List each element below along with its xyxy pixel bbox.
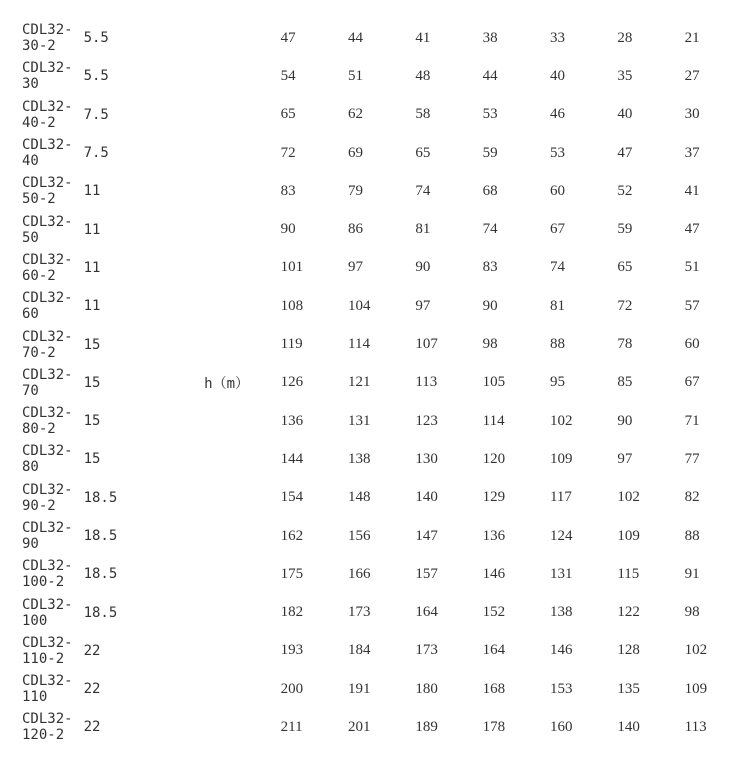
head-value-cell: 37 [684, 144, 700, 161]
head-value-cell: 62 [348, 106, 363, 123]
head-value-cell: 69 [348, 144, 363, 161]
head-value-cell: 140 [617, 718, 640, 735]
table-row [18, 96, 750, 134]
head-value-cell: 35 [617, 67, 633, 84]
head-value-cell: 162 [280, 527, 304, 544]
head-value-cell: 105 [482, 374, 506, 391]
table-row [18, 325, 750, 363]
table-row [18, 670, 750, 708]
head-value-cell: 47 [280, 29, 296, 46]
head-value-cell: 147 [415, 527, 438, 544]
model-name-line: 30 [22, 76, 39, 93]
model-name-line: 60 [22, 306, 39, 323]
head-value-cell: 90 [415, 259, 431, 276]
head-value-cell: 48 [415, 67, 431, 84]
head-value-cell: 72 [617, 297, 633, 314]
head-value-cell: 136 [482, 527, 506, 544]
head-value-cell: 122 [617, 604, 640, 621]
head-value-cell: 173 [348, 604, 371, 621]
head-value-cell: 21 [684, 29, 700, 46]
head-value-cell: 60 [549, 182, 565, 199]
head-value-cell: 59 [617, 221, 633, 238]
head-value-cell: 95 [549, 374, 565, 391]
head-value-cell: 82 [684, 489, 700, 506]
table-row [18, 57, 750, 95]
head-value-cell: 146 [482, 565, 506, 582]
head-value-cell: 129 [482, 489, 506, 506]
head-value-cell: 200 [280, 680, 304, 697]
head-value-cell: 57 [684, 297, 700, 314]
model-name-line: 110 [22, 689, 48, 706]
head-value-cell: 115 [617, 565, 640, 582]
model-name-line: CDL32- [22, 137, 73, 154]
head-value-cell: 40 [617, 106, 633, 123]
table-row [18, 593, 750, 631]
model-name-line: CDL32- [22, 673, 73, 690]
model-name-line: CDL32- [22, 22, 73, 39]
head-value-cell: 38 [482, 29, 498, 46]
head-value-cell: 40 [549, 67, 565, 84]
power-cell: 11 [83, 221, 101, 238]
model-name-line: 100 [22, 612, 48, 629]
head-value-cell: 30 [684, 106, 700, 123]
model-cell [18, 479, 84, 517]
head-value-cell: 120 [482, 450, 506, 467]
model-name-line: CDL32- [22, 596, 73, 613]
head-value-cell: 136 [280, 412, 304, 429]
head-value-cell: 67 [549, 221, 565, 238]
model-name-line: 70 [22, 382, 39, 399]
model-name-line: CDL32- [22, 711, 73, 728]
table-row [18, 364, 750, 402]
head-value-cell: 102 [549, 412, 573, 429]
power-cell: 11 [83, 259, 101, 276]
head-value-cell: 131 [348, 412, 371, 429]
head-value-cell: 44 [482, 67, 498, 84]
head-value-cell: 28 [617, 29, 633, 46]
head-value-cell: 67 [684, 374, 700, 391]
head-value-cell: 58 [415, 106, 431, 123]
head-value-cell: 113 [415, 374, 438, 391]
model-cell [18, 670, 84, 708]
head-value-cell: 182 [280, 604, 304, 621]
table-row [18, 517, 750, 555]
head-value-cell: 68 [482, 182, 498, 199]
head-value-cell: 184 [348, 642, 371, 659]
model-name-line: CDL32- [22, 366, 73, 383]
model-name-line: 40 [22, 153, 39, 170]
head-value-cell: 189 [415, 718, 438, 735]
model-cell [18, 440, 84, 478]
head-unit-label: h（m） [204, 375, 250, 392]
model-name-line: 90-2 [22, 497, 56, 514]
head-value-cell: 81 [549, 297, 565, 314]
power-cell: 18.5 [83, 566, 118, 583]
head-value-cell: 90 [280, 221, 296, 238]
model-name-line: CDL32- [22, 328, 73, 345]
head-value-cell: 164 [415, 604, 438, 621]
head-value-cell: 117 [549, 489, 572, 506]
head-value-cell: 86 [348, 221, 363, 238]
head-value-cell: 97 [415, 297, 431, 314]
head-value-cell: 130 [415, 450, 438, 467]
head-value-cell: 140 [415, 489, 438, 506]
head-value-cell: 148 [348, 489, 371, 506]
head-value-cell: 201 [348, 718, 371, 735]
head-value-cell: 113 [684, 718, 707, 735]
head-value-cell: 85 [617, 374, 633, 391]
head-value-cell: 121 [348, 374, 371, 391]
model-name-line: CDL32- [22, 60, 73, 77]
head-value-cell: 83 [482, 259, 498, 276]
head-value-cell: 54 [280, 67, 296, 84]
model-cell [18, 249, 84, 287]
table-row [18, 479, 750, 517]
model-name-line: 120-2 [22, 727, 65, 744]
model-cell [18, 172, 84, 210]
table-row [18, 134, 750, 172]
model-cell [18, 364, 84, 402]
head-value-cell: 77 [684, 450, 700, 467]
model-name-line: 40-2 [22, 114, 56, 131]
model-name-line: CDL32- [22, 98, 73, 115]
head-value-cell: 74 [415, 182, 431, 199]
head-value-cell: 211 [280, 718, 303, 735]
model-name-line: 60-2 [22, 267, 56, 284]
head-value-cell: 104 [348, 297, 371, 314]
power-cell: 15 [83, 451, 101, 468]
table-row [18, 440, 750, 478]
head-value-cell: 119 [280, 336, 303, 353]
model-cell [18, 593, 84, 631]
model-cell [18, 57, 84, 95]
model-cell [18, 287, 84, 325]
head-value-cell: 102 [617, 489, 640, 506]
head-value-cell: 44 [348, 29, 363, 46]
model-cell [18, 555, 84, 593]
head-value-cell: 47 [617, 144, 633, 161]
head-value-cell: 107 [415, 336, 438, 353]
model-name-line: CDL32- [22, 290, 73, 307]
head-value-cell: 71 [684, 412, 700, 429]
power-cell: 15 [83, 374, 101, 391]
head-value-cell: 109 [684, 680, 708, 697]
model-name-line: CDL32- [22, 213, 73, 230]
head-value-cell: 97 [348, 259, 363, 276]
model-cell [18, 19, 84, 57]
power-cell: 18.5 [83, 528, 118, 544]
head-value-cell: 51 [684, 259, 700, 276]
head-value-cell: 90 [482, 297, 498, 314]
head-value-cell: 98 [482, 336, 498, 353]
head-value-cell: 83 [280, 182, 296, 199]
head-value-cell: 153 [549, 680, 573, 697]
head-value-cell: 164 [482, 642, 506, 659]
model-name-line: CDL32- [22, 251, 73, 268]
model-name-line: 110-2 [22, 650, 65, 667]
power-cell: 11 [83, 183, 101, 200]
head-value-cell: 108 [280, 297, 304, 314]
model-name-line: CDL32- [22, 175, 73, 192]
head-value-cell: 65 [617, 259, 633, 276]
model-name-line: 50-2 [22, 191, 56, 208]
head-value-cell: 126 [280, 374, 304, 391]
head-value-cell: 146 [549, 642, 573, 659]
head-value-cell: 101 [280, 259, 304, 276]
model-name-line: CDL32- [22, 443, 73, 460]
head-value-cell: 91 [684, 565, 700, 582]
head-value-cell: 46 [549, 106, 565, 123]
head-value-cell: 74 [549, 259, 565, 276]
head-value-cell: 109 [549, 450, 573, 467]
head-value-cell: 74 [482, 221, 498, 238]
table-row [18, 249, 750, 287]
head-value-cell: 114 [482, 412, 505, 429]
head-value-cell: 109 [617, 527, 640, 544]
power-cell: 22 [83, 642, 101, 659]
head-value-cell: 97 [617, 450, 633, 467]
head-value-cell: 53 [482, 106, 498, 123]
model-cell [18, 708, 84, 746]
head-value-cell: 193 [280, 642, 304, 659]
head-value-cell: 79 [348, 182, 363, 199]
head-value-cell: 78 [617, 336, 633, 353]
power-cell: 5.5 [83, 68, 109, 85]
model-cell [18, 96, 84, 134]
power-cell: 15 [83, 336, 101, 353]
head-value-cell: 102 [684, 642, 708, 659]
table-row [18, 402, 750, 440]
model-name-line: 80 [22, 459, 39, 476]
head-value-cell: 160 [549, 718, 573, 735]
head-value-cell: 53 [549, 144, 565, 161]
model-name-line: 90 [22, 536, 39, 552]
head-value-cell: 168 [482, 680, 506, 697]
power-cell: 11 [83, 298, 101, 315]
model-name-line: CDL32- [22, 405, 73, 422]
head-value-cell: 52 [617, 182, 633, 199]
head-value-cell: 166 [348, 565, 371, 582]
head-value-cell: 123 [415, 412, 438, 429]
power-cell: 7.5 [83, 106, 109, 123]
model-name-line: CDL32- [22, 481, 73, 498]
power-cell: 18.5 [83, 489, 118, 506]
head-value-cell: 138 [549, 604, 573, 621]
head-value-cell: 65 [280, 106, 296, 123]
head-value-cell: 90 [617, 412, 633, 429]
model-name-line: 70-2 [22, 344, 56, 361]
model-cell [18, 325, 84, 363]
head-value-cell: 175 [280, 565, 304, 582]
model-name-line: 30-2 [22, 38, 56, 55]
power-cell: 15 [83, 413, 101, 430]
head-value-cell: 157 [415, 565, 438, 582]
head-value-cell: 41 [684, 182, 700, 199]
head-value-cell: 41 [415, 29, 431, 46]
model-cell [18, 632, 84, 670]
head-value-cell: 152 [482, 604, 506, 621]
model-name-line: 50 [22, 229, 39, 246]
model-cell [18, 210, 84, 248]
head-value-cell: 154 [280, 489, 304, 506]
table-row [18, 172, 750, 210]
head-value-cell: 60 [684, 336, 700, 353]
head-value-cell: 88 [549, 336, 565, 353]
table-row [18, 708, 750, 746]
head-value-cell: 81 [415, 221, 431, 238]
model-name-line: 100-2 [22, 574, 65, 591]
model-name-line: 80-2 [22, 421, 56, 438]
head-value-cell: 128 [617, 642, 640, 659]
table-row [18, 555, 750, 593]
model-name-line: CDL32- [22, 520, 73, 536]
model-cell [18, 517, 84, 555]
table-row [18, 287, 750, 325]
head-value-cell: 65 [415, 144, 431, 161]
table-row [18, 210, 750, 248]
power-cell: 7.5 [83, 145, 109, 162]
head-value-cell: 180 [415, 680, 438, 697]
head-value-cell: 131 [549, 565, 573, 582]
head-value-cell: 114 [348, 336, 370, 353]
head-value-cell: 191 [348, 680, 371, 697]
head-value-cell: 27 [684, 67, 700, 84]
head-value-cell: 144 [280, 450, 304, 467]
head-value-cell: 33 [549, 29, 565, 46]
head-value-cell: 72 [280, 144, 296, 161]
power-cell: 18.5 [83, 604, 118, 621]
pump-performance-table [18, 19, 750, 747]
head-value-cell: 135 [617, 680, 640, 697]
head-value-cell: 88 [684, 527, 700, 544]
head-value-cell: 173 [415, 642, 438, 659]
head-value-cell: 156 [348, 527, 371, 544]
head-value-cell: 178 [482, 718, 506, 735]
table-body [18, 19, 750, 747]
power-cell: 22 [83, 719, 101, 736]
head-value-cell: 47 [684, 221, 700, 238]
model-name-line: CDL32- [22, 558, 73, 575]
model-cell [18, 402, 84, 440]
head-value-cell: 51 [348, 67, 363, 84]
head-value-cell: 138 [348, 450, 371, 467]
model-cell [18, 134, 84, 172]
power-cell: 22 [83, 681, 101, 698]
head-value-cell: 59 [482, 144, 498, 161]
table-row [18, 632, 750, 670]
head-value-cell: 98 [684, 604, 700, 621]
table-row [18, 19, 750, 57]
power-cell: 5.5 [83, 30, 109, 47]
model-name-line: CDL32- [22, 634, 73, 651]
head-value-cell: 124 [549, 527, 573, 544]
